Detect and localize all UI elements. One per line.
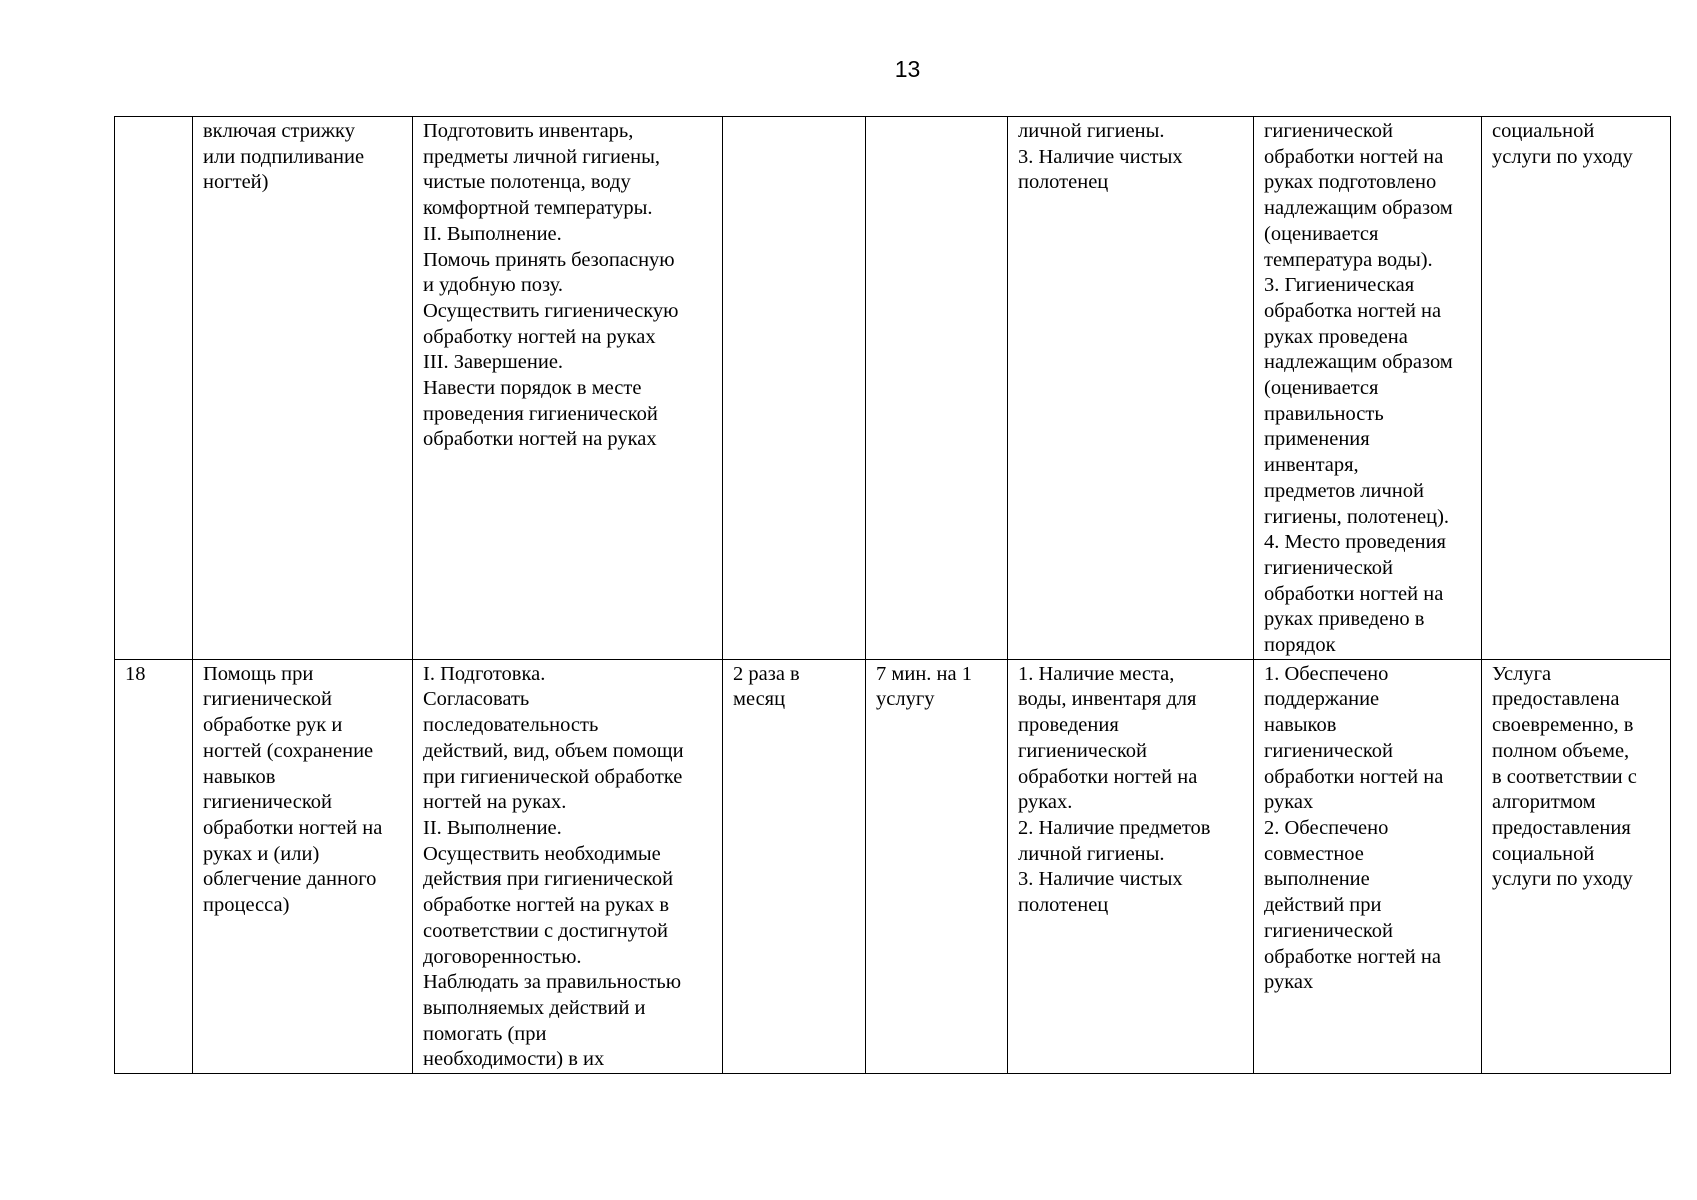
- cell-service-content: I. Подготовка. Согласовать последовательность действий, вид, объем помощи при гигиенической обработке ногтей на руках. II. Выполнение. Осуществить необходимые действия при гигиенической обработке ногтей на руках в соответствии с достигнутой договоренностью. Наблюдать за правильностью выполняемых действий и помогать (при необходимости) в их: [413, 659, 723, 1073]
- service-standards-table: [114, 116, 1671, 1074]
- cell-evaluation: социальной услуги по уходу: [1482, 117, 1671, 660]
- cell-results: 1. Обеспечено поддержание навыков гигиенической обработки ногтей на руках 2. Обеспечено совместное выполнение действий при гигиенической обработке ногтей на руках: [1254, 659, 1482, 1073]
- cell-results: гигиенической обработки ногтей на руках подготовлено надлежащим образом (оценивается температура воды). 3. Гигиеническая обработка ногтей на руках проведена надлежащим образом (оценивается правильность применения инвентаря, предметов личной гигиены, полотенец). 4. Место проведения гигиенической обработки ногтей на руках приведено в порядок: [1254, 117, 1482, 660]
- cell-number: [115, 117, 193, 660]
- cell-number: 18: [115, 659, 193, 1073]
- cell-conditions: 1. Наличие места, воды, инвентаря для проведения гигиенической обработки ногтей на руках. 2. Наличие предметов личной гигиены. 3. Наличие чистых полотенец: [1008, 659, 1254, 1073]
- cell-duration: 7 мин. на 1 услугу: [866, 659, 1008, 1073]
- cell-service-name: Помощь при гигиенической обработке рук и ногтей (сохранение навыков гигиенической обработки ногтей на руках и (или) облегчение данного процесса): [193, 659, 413, 1073]
- cell-conditions: личной гигиены. 3. Наличие чистых полотенец: [1008, 117, 1254, 660]
- cell-duration: [866, 117, 1008, 660]
- table-row: [115, 659, 1671, 1073]
- cell-frequency: 2 раза в месяц: [723, 659, 866, 1073]
- cell-service-content: Подготовить инвентарь, предметы личной гигиены, чистые полотенца, воду комфортной температуры. II. Выполнение. Помочь принять безопасную и удобную позу. Осуществить гигиеническую обработку ногтей на руках III. Завершение. Навести порядок в месте проведения гигиенической обработки ногтей на руках: [413, 117, 723, 660]
- table-row: [115, 117, 1671, 660]
- cell-evaluation: Услуга предоставлена своевременно, в полном объеме, в соответствии с алгоритмом предоставления социальной услуги по уходу: [1482, 659, 1671, 1073]
- page-number: 13: [894, 56, 921, 82]
- cell-frequency: [723, 117, 866, 660]
- cell-service-name: включая стрижку или подпиливание ногтей): [193, 117, 413, 660]
